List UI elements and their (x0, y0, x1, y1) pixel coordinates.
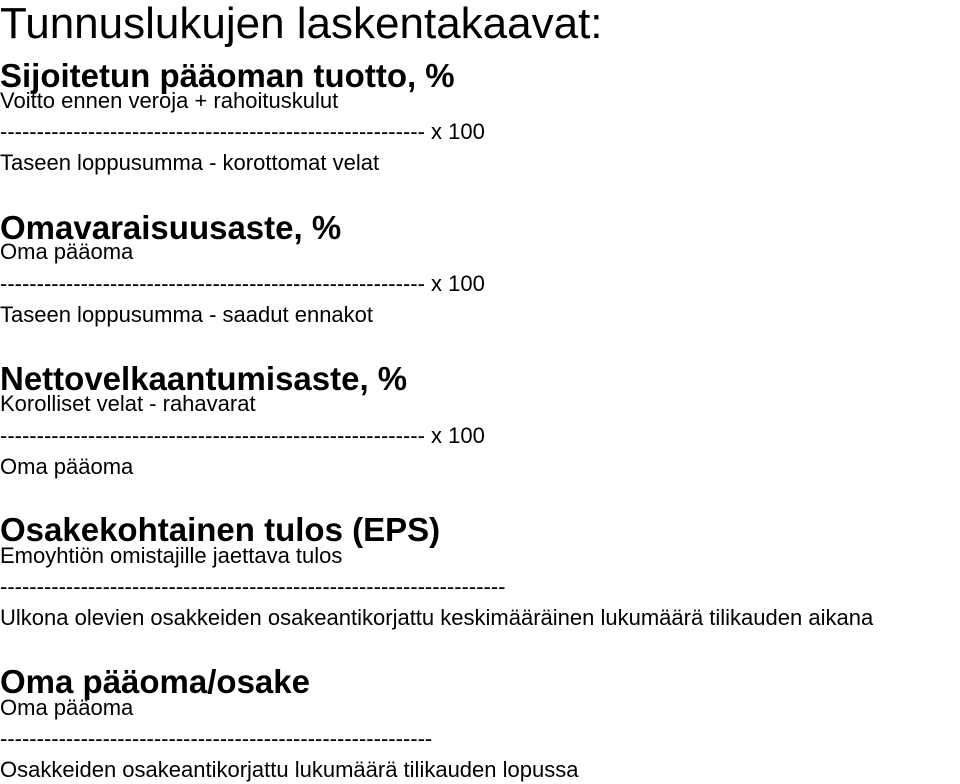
formula-denominator: Taseen loppusumma - saadut ennakot (0, 302, 374, 327)
formula-divider: ---------------------------------------------------------- x 100 (0, 119, 485, 144)
formula-denominator: Taseen loppusumma - korottomat velat (0, 150, 380, 175)
formula-heading: Oma pääoma/osake (0, 663, 310, 700)
formula-numerator: Korolliset velat - rahavarat (0, 391, 256, 416)
formula-divider: ---------------------------------------------------------- x 100 (0, 423, 485, 448)
formula-numerator: Oma pääoma (0, 695, 134, 720)
formula-divider: --------------------------------------------------------------------- (0, 574, 506, 599)
formula-numerator: Voitto ennen veroja + rahoituskulut (0, 88, 339, 113)
formula-heading: Sijoitetun pääoman tuotto, % (0, 57, 455, 94)
formula-heading: Omavaraisuusaste, % (0, 209, 342, 246)
page-title: Tunnuslukujen laskentakaavat: (0, 0, 603, 48)
formula-divider: ----------------------------------------------------------- (0, 726, 433, 751)
formula-heading: Nettovelkaantumisaste, % (0, 360, 408, 397)
formula-numerator: Emoyhtiön omistajille jaettava tulos (0, 543, 343, 568)
formula-denominator: Ulkona olevien osakkeiden osakeantikorjattu keskimääräinen lukumäärä tilikauden aikana (0, 605, 874, 630)
formula-denominator: Osakkeiden osakeantikorjattu lukumäärä tilikauden lopussa (0, 757, 579, 782)
formula-heading: Osakekohtainen tulos (EPS) (0, 511, 441, 548)
formula-denominator: Oma pääoma (0, 454, 134, 479)
formula-numerator: Oma pääoma (0, 239, 134, 264)
formula-divider: ---------------------------------------------------------- x 100 (0, 271, 485, 296)
